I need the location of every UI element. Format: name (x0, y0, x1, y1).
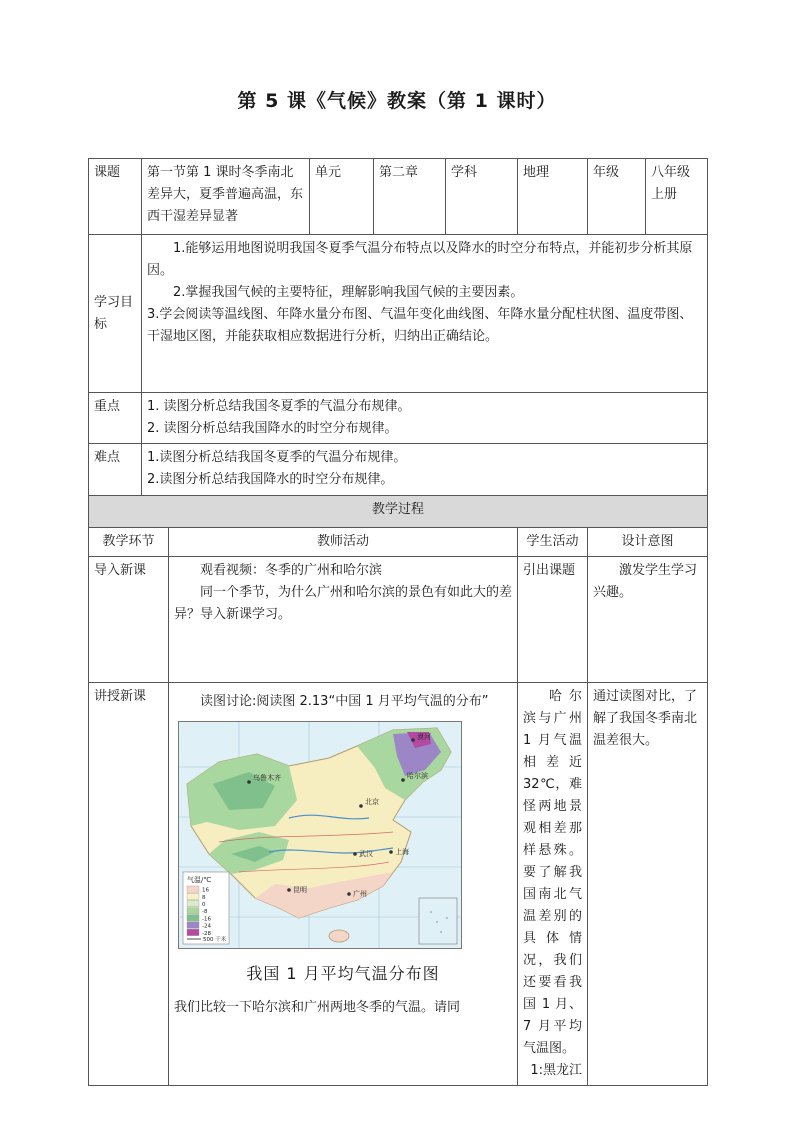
lecture-intent: 通过读图对比，了解了我国冬季南北温差很大。 (588, 683, 708, 1086)
legend-value: -16 (202, 916, 211, 923)
legend-swatch (187, 929, 199, 935)
map-city-label: 上海 (395, 848, 409, 856)
page-title: 第 5 课《气候》教案（第 1 课时） (237, 90, 557, 112)
map-city-label: 漠河 (417, 733, 431, 741)
process-columns-row (89, 528, 708, 557)
goal-item: 1.能够运用地图说明我国冬夏季气温分布特点以及降水的时空分布特点，并能初步分析其原因。 (147, 241, 693, 278)
lecture-teacher (169, 683, 518, 1086)
difficult-points-label: 难点 (89, 444, 142, 496)
grade-value: 八年级上册 (646, 159, 708, 235)
legend-value: -8 (202, 909, 208, 916)
lesson-plan-table (88, 158, 708, 1086)
grade-label: 年级 (588, 159, 646, 235)
goal-item: 3.学会阅读等温线图、年降水量分布图、气温年变化曲线图、年降水量分配柱状图、温度带图、干湿地区图，并能获取相应数据进行分析，归纳出正确结论。 (147, 307, 693, 344)
subject-value: 地理 (518, 159, 588, 235)
column-stage: 教学环节 (89, 528, 169, 557)
difficult-points-row (89, 444, 708, 496)
key-point-item: 2. 读图分析总结我国降水的时空分布规律。 (147, 421, 398, 436)
topic-value: 第一节第 1 课时冬季南北差异大，夏季普遍高温，东西干湿差异显著 (142, 159, 310, 235)
difficult-point-item: 2.读图分析总结我国降水的时空分布规律。 (147, 472, 394, 487)
lecture-student-text: 哈尔滨与广州 1 月气温相差近 32℃，难怪两地景观相差那样悬殊。要了解我国南北气温差别的具体情况，我们还要看我国 1 月、7 月平均气温图。 (523, 689, 583, 1056)
map-city-label: 乌鲁木齐 (253, 774, 281, 782)
difficult-point-item: 1.读图分析总结我国冬夏季的气温分布规律。 (147, 450, 407, 465)
map-city-label: 广州 (353, 890, 367, 898)
legend-value: -28 (202, 930, 211, 937)
key-points-row (89, 393, 708, 444)
scale-text: 500 千米 (203, 937, 227, 943)
difficult-points-content (142, 444, 708, 496)
map-city-label: 武汉 (359, 850, 373, 858)
column-student: 学生活动 (518, 528, 588, 557)
map-legend (183, 872, 229, 944)
map-city-label: 昆明 (293, 886, 307, 894)
legend-swatch (187, 900, 199, 906)
legend-swatch (187, 922, 199, 928)
goals-row (89, 235, 708, 393)
intro-teacher (169, 557, 518, 683)
intro-intent: 激发学生学习兴趣。 (588, 557, 708, 683)
goal-item: 2.掌握我国气候的主要特征，理解影响我国气候的主要因素。 (173, 285, 524, 300)
column-intent: 设计意图 (588, 528, 708, 557)
lecture-teacher-follow: 我们比较一下哈尔滨和广州两地冬季的气温。请同 (174, 1000, 461, 1015)
unit-value: 第二章 (374, 159, 446, 235)
intro-row (89, 557, 708, 683)
legend-swatch (187, 915, 199, 921)
lecture-student-tail: 1:黑龙江 (530, 1063, 583, 1078)
process-header: 教学过程 (89, 496, 708, 528)
legend-value: 0 (202, 902, 206, 908)
key-points-label: 重点 (89, 393, 142, 444)
january-temperature-map (178, 721, 462, 949)
legend-swatch (187, 908, 199, 914)
topic-label: 课题 (89, 159, 142, 235)
goals-label: 学习目标 (89, 235, 142, 393)
map-city-label: 哈尔滨 (407, 772, 428, 780)
legend-title: 气温/℃ (187, 876, 212, 884)
lecture-row (89, 683, 708, 1086)
legend-value: 16 (202, 887, 209, 894)
intro-teacher-line: 同一个季节，为什么广州和哈尔滨的景色有如此大的差异？导入新课学习。 (174, 585, 513, 622)
intro-student: 引出课题 (518, 557, 588, 683)
legend-value: 8 (202, 894, 206, 901)
map-caption: 我国 1 月平均气温分布图 (246, 964, 440, 983)
lecture-stage: 讲授新课 (89, 683, 169, 1086)
column-teacher: 教师活动 (169, 528, 518, 557)
key-points-content (142, 393, 708, 444)
goals-content (142, 235, 708, 393)
key-point-item: 1. 读图分析总结我国冬夏季的气温分布规律。 (147, 399, 411, 414)
subject-label: 学科 (446, 159, 518, 235)
intro-stage: 导入新课 (89, 557, 169, 683)
intro-teacher-line: 观看视频：冬季的广州和哈尔滨 (200, 563, 383, 578)
lecture-teacher-intro: 读图讨论:阅读图 2.13“中国 1 月平均气温的分布” (200, 694, 489, 709)
legend-swatch (187, 886, 199, 892)
lecture-student (518, 683, 588, 1086)
map-figure (179, 722, 461, 948)
map-city-label: 北京 (365, 798, 379, 806)
legend-swatch (187, 893, 199, 899)
info-row (89, 159, 708, 235)
unit-label: 单元 (310, 159, 374, 235)
process-header-row (89, 496, 708, 528)
legend-value: -24 (202, 923, 211, 930)
